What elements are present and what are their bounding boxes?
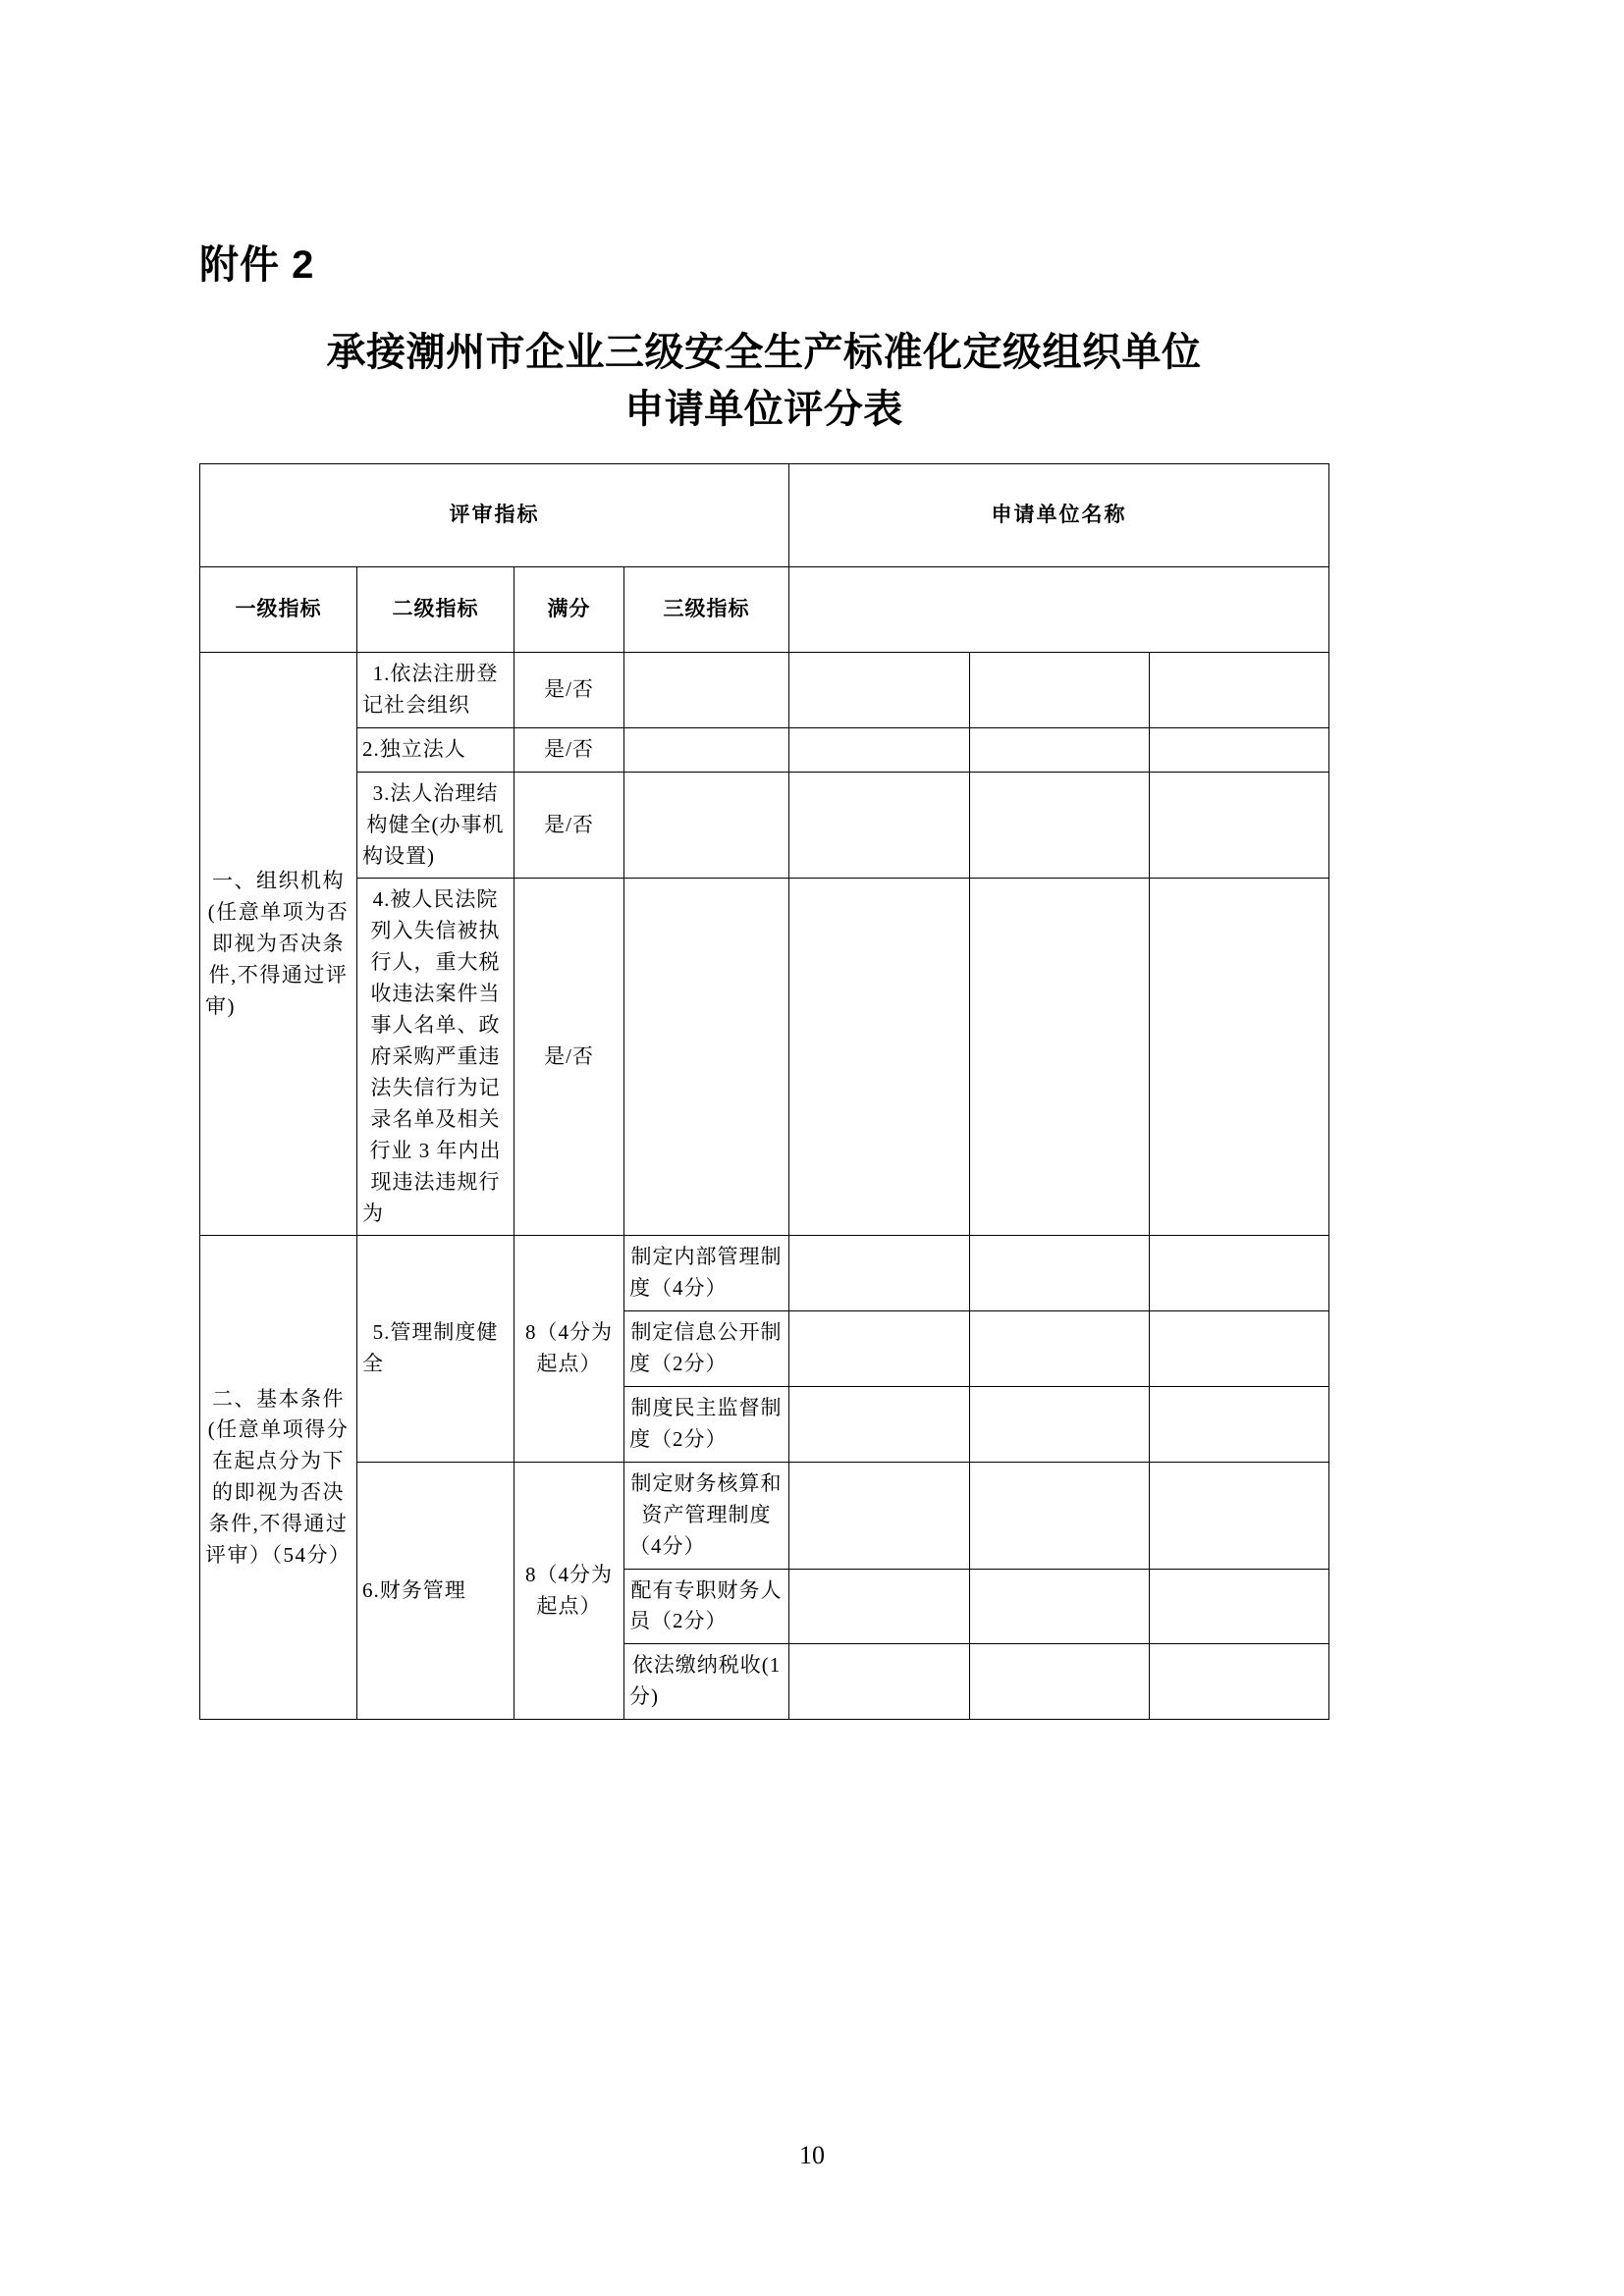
indicator-3-blank-2[interactable]: [970, 772, 1150, 879]
indicator-5-1-blank-3[interactable]: [1150, 1236, 1329, 1311]
indicator-6-2-blank-1[interactable]: [789, 1569, 970, 1644]
indicator-6-2-blank-2[interactable]: [970, 1569, 1150, 1644]
indicator-3-blank-3[interactable]: [1150, 772, 1329, 879]
indicator-1-level3: [624, 653, 789, 728]
category-1-label: 一、组织机构(任意单项为否即视为否决条件,不得通过评审): [200, 653, 357, 1236]
indicator-6-3-blank-2[interactable]: [970, 1644, 1150, 1720]
title-line-2: 申请单位评分表: [624, 387, 903, 431]
subheader-applicant-blank[interactable]: [789, 567, 1329, 653]
indicator-2-score: 是/否: [514, 727, 624, 772]
indicator-6-level3-1: 制定财务核算和资产管理制度（4分）: [624, 1462, 789, 1569]
indicator-6-1-blank-2[interactable]: [970, 1462, 1150, 1569]
table-header-row: [200, 464, 1329, 567]
indicator-5-1-blank-2[interactable]: [970, 1236, 1150, 1311]
indicator-5-1-blank-1[interactable]: [789, 1236, 970, 1311]
indicator-5-level3-1: 制定内部管理制度（4分）: [624, 1236, 789, 1311]
indicator-5-3-blank-3[interactable]: [1150, 1387, 1329, 1463]
indicator-4-level2: 4.被人民法院列入失信被执行人，重大税收违法案件当事人名单、政府采购严重违法失信行为记录名单及相关行业 3 年内出现违法违规行为: [357, 879, 514, 1236]
indicator-5-2-blank-1[interactable]: [789, 1311, 970, 1387]
scoring-table: [199, 463, 1329, 1720]
indicator-6-score: 8（4分为起点）: [514, 1462, 624, 1719]
indicator-1-score: 是/否: [514, 653, 624, 728]
indicator-4-blank-3[interactable]: [1150, 879, 1329, 1236]
table-row: [200, 653, 1329, 728]
indicator-5-2-blank-2[interactable]: [970, 1311, 1150, 1387]
header-review-indicators: 评审指标: [200, 464, 789, 567]
table-row: [200, 1462, 1329, 1569]
indicator-2-blank-2[interactable]: [970, 727, 1150, 772]
title-line-1: 承接潮州市企业三级安全生产标准化定级组织单位: [326, 330, 1202, 374]
indicator-5-level3-3: 制度民主监督制度（2分）: [624, 1387, 789, 1463]
indicator-3-level3: [624, 772, 789, 879]
indicator-6-1-blank-3[interactable]: [1150, 1462, 1329, 1569]
table-row: [200, 1236, 1329, 1311]
indicator-5-3-blank-1[interactable]: [789, 1387, 970, 1463]
indicator-2-level2: 2.独立法人: [357, 727, 514, 772]
subheader-level3: 三级指标: [624, 567, 789, 653]
indicator-4-blank-2[interactable]: [970, 879, 1150, 1236]
page-title: [199, 324, 1328, 438]
indicator-4-level3: [624, 879, 789, 1236]
table-row: [200, 727, 1329, 772]
indicator-2-blank-1[interactable]: [789, 727, 970, 772]
indicator-5-3-blank-2[interactable]: [970, 1387, 1150, 1463]
indicator-5-level3-2: 制定信息公开制度（2分）: [624, 1311, 789, 1387]
indicator-1-level2: 1.依法注册登记社会组织: [357, 653, 514, 728]
indicator-2-blank-3[interactable]: [1150, 727, 1329, 772]
table-row: [200, 879, 1329, 1236]
indicator-5-score: 8（4分为起点）: [514, 1236, 624, 1462]
indicator-6-level2: 6.财务管理: [357, 1462, 514, 1719]
table-subheader-row: [200, 567, 1329, 653]
attachment-label: 附件 2: [199, 243, 315, 287]
indicator-3-blank-1[interactable]: [789, 772, 970, 879]
page-number: 10: [799, 2141, 825, 2169]
indicator-4-score: 是/否: [514, 879, 624, 1236]
indicator-6-level3-3: 依法缴纳税收(1分): [624, 1644, 789, 1720]
indicator-1-blank-3[interactable]: [1150, 653, 1329, 728]
indicator-6-1-blank-1[interactable]: [789, 1462, 970, 1569]
indicator-6-3-blank-1[interactable]: [789, 1644, 970, 1720]
table-row: [200, 772, 1329, 879]
indicator-2-level3: [624, 727, 789, 772]
indicator-6-3-blank-3[interactable]: [1150, 1644, 1329, 1720]
subheader-full-score: 满分: [514, 567, 624, 653]
indicator-3-score: 是/否: [514, 772, 624, 879]
indicator-1-blank-1[interactable]: [789, 653, 970, 728]
indicator-5-2-blank-3[interactable]: [1150, 1311, 1329, 1387]
subheader-level1: 一级指标: [200, 567, 357, 653]
indicator-4-blank-1[interactable]: [789, 879, 970, 1236]
header-applicant-unit-name: 申请单位名称: [789, 464, 1329, 567]
indicator-6-2-blank-3[interactable]: [1150, 1569, 1329, 1644]
subheader-level2: 二级指标: [357, 567, 514, 653]
indicator-3-level2: 3.法人治理结构健全(办事机构设置): [357, 772, 514, 879]
indicator-1-blank-2[interactable]: [970, 653, 1150, 728]
category-2-label: 二、基本条件(任意单项得分在起点分为下的即视为否决条件,不得通过评审）（54分）: [200, 1236, 357, 1720]
indicator-5-level2: 5.管理制度健全: [357, 1236, 514, 1462]
indicator-6-level3-2: 配有专职财务人员（2分）: [624, 1569, 789, 1644]
